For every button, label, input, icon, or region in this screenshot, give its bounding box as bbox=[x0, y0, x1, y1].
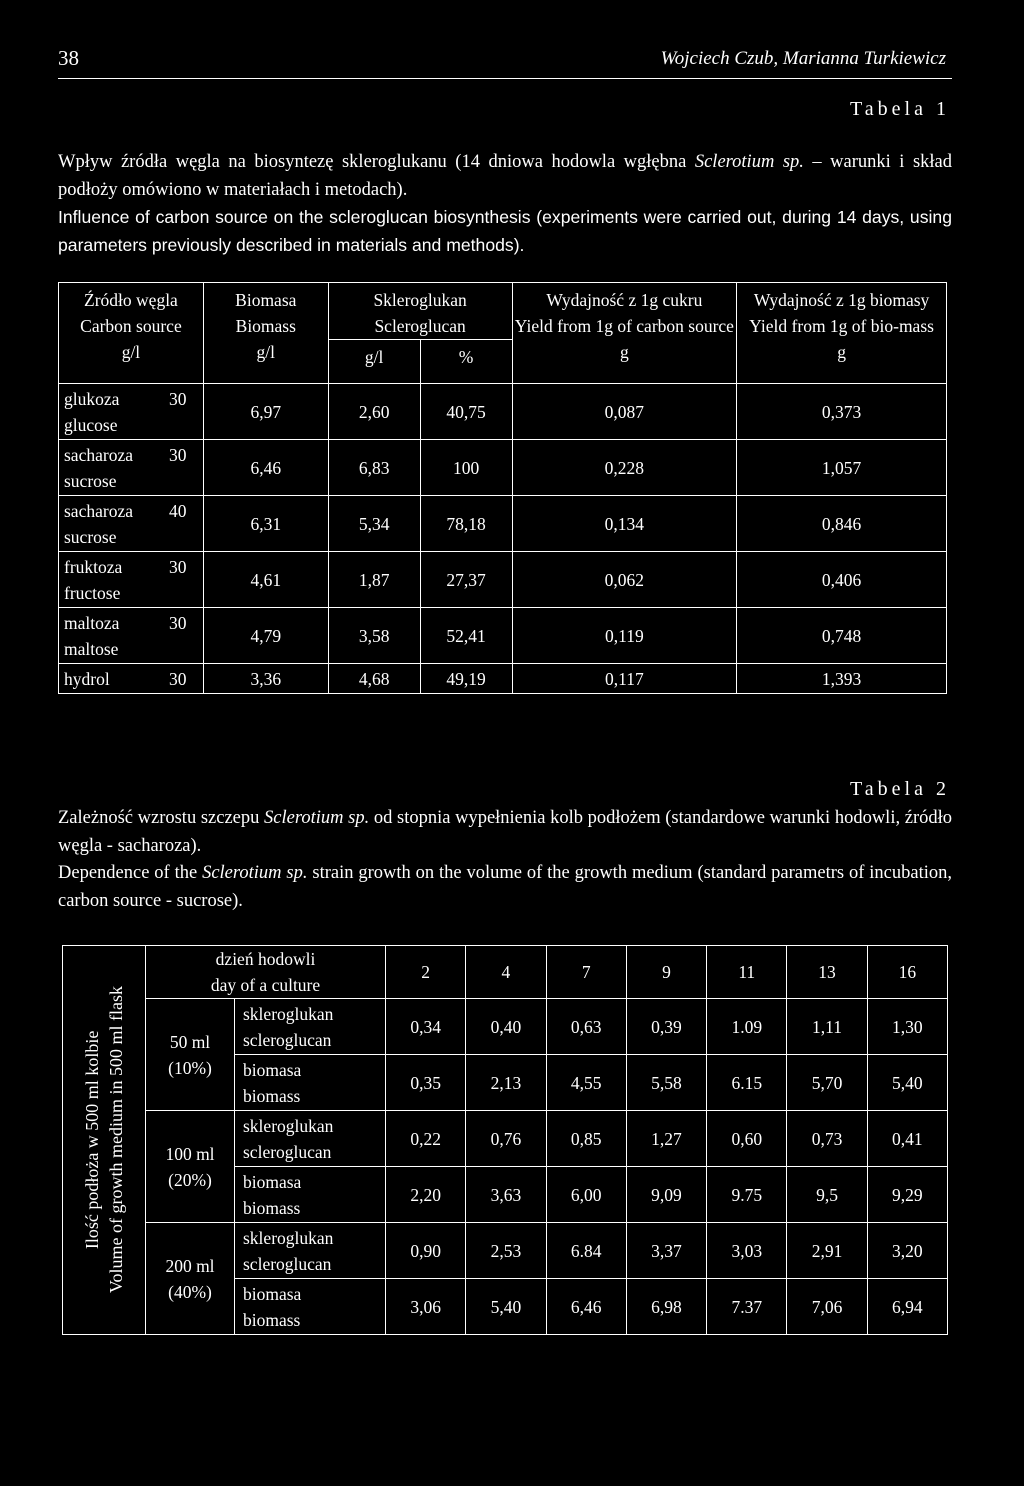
t1-head-scl-gl: g/l bbox=[328, 340, 420, 384]
t2-value: 0,39 bbox=[626, 999, 706, 1055]
table1 bbox=[58, 282, 947, 694]
t1-scl-gl: 2,60 bbox=[328, 384, 420, 440]
t2-kind: skleroglukan scleroglucan bbox=[235, 1223, 386, 1279]
t2-value: 6,46 bbox=[546, 1279, 626, 1335]
table2 bbox=[62, 945, 948, 1335]
t1-biomass: 4,79 bbox=[203, 608, 328, 664]
t2-value: 2,13 bbox=[466, 1055, 546, 1111]
t2-kind: skleroglukan scleroglucan bbox=[235, 999, 386, 1055]
t1-scl-pct: 27,37 bbox=[420, 552, 512, 608]
t2-value: 5,40 bbox=[867, 1055, 947, 1111]
t2-day: 4 bbox=[466, 946, 546, 999]
table1-caption-pl: Wpływ źródła węgla na biosyntezę skleroglukanu (14 dniowa hodowla wgłębna Sclerotium sp. – warunki i skład podłoży omówiono w materiałach i metodach). bbox=[58, 152, 953, 200]
table1-label: Tabela 1 bbox=[849, 98, 950, 120]
t1-scl-gl: 5,34 bbox=[328, 496, 420, 552]
page-number: 38 bbox=[58, 46, 79, 70]
t1-head-yield-sugar: Wydajność z 1g cukru Yield from 1g of carbon source g bbox=[512, 283, 737, 384]
t2-value: 3,06 bbox=[386, 1279, 466, 1335]
t1-row bbox=[59, 664, 947, 694]
table1-caption bbox=[58, 149, 952, 259]
t1-biomass: 3,36 bbox=[203, 664, 328, 694]
t1-head-biomass: Biomasa Biomass g/l bbox=[203, 283, 328, 384]
t1-head-scleroglucan: Skleroglukan Scleroglucan bbox=[328, 283, 512, 340]
t1-scl-pct: 78,18 bbox=[420, 496, 512, 552]
t2-value: 0,76 bbox=[466, 1111, 546, 1167]
t2-value: 0,85 bbox=[546, 1111, 626, 1167]
t1-yield-sugar: 0,119 bbox=[512, 608, 737, 664]
t2-kind: biomasa biomass bbox=[235, 1167, 386, 1223]
t1-biomass: 6,97 bbox=[203, 384, 328, 440]
t2-value: 0,41 bbox=[867, 1111, 947, 1167]
t1-yield-biomass: 0,373 bbox=[737, 384, 947, 440]
t2-value: 1,11 bbox=[787, 999, 867, 1055]
t1-scl-gl: 1,87 bbox=[328, 552, 420, 608]
table2-label: Tabela 2 bbox=[849, 778, 950, 800]
t2-day: 11 bbox=[707, 946, 787, 999]
t2-value: 0,73 bbox=[787, 1111, 867, 1167]
t2-value: 9.75 bbox=[707, 1167, 787, 1223]
t2-value: 2,91 bbox=[787, 1223, 867, 1279]
t2-kind: skleroglukan scleroglucan bbox=[235, 1111, 386, 1167]
t2-value: 3,63 bbox=[466, 1167, 546, 1223]
t1-source: hydrol 30 bbox=[59, 664, 204, 694]
t2-value: 1,27 bbox=[626, 1111, 706, 1167]
t2-day: 7 bbox=[546, 946, 626, 999]
t1-source: sacharoza 30 sucrose bbox=[59, 440, 204, 496]
t1-head-scl-pct: % bbox=[420, 340, 512, 384]
t1-head-source: Źródło węgla Carbon source g/l bbox=[59, 283, 204, 384]
t1-row bbox=[59, 608, 947, 664]
t1-yield-sugar: 0,117 bbox=[512, 664, 737, 694]
t2-value: 0,35 bbox=[386, 1055, 466, 1111]
t2-value: 9,09 bbox=[626, 1167, 706, 1223]
t2-row bbox=[63, 1111, 948, 1167]
t1-scl-gl: 4,68 bbox=[328, 664, 420, 694]
t2-day: 9 bbox=[626, 946, 706, 999]
t1-row bbox=[59, 552, 947, 608]
t2-head-day: dzień hodowli day of a culture bbox=[146, 946, 386, 999]
t2-value: 0,40 bbox=[466, 999, 546, 1055]
t2-value: 0,60 bbox=[707, 1111, 787, 1167]
t2-day: 2 bbox=[386, 946, 466, 999]
t1-yield-sugar: 0,228 bbox=[512, 440, 737, 496]
t1-source: maltoza 30 maltose bbox=[59, 608, 204, 664]
t1-source: sacharoza 40 sucrose bbox=[59, 496, 204, 552]
t2-row bbox=[63, 999, 948, 1055]
t2-value: 0,34 bbox=[386, 999, 466, 1055]
t2-day: 13 bbox=[787, 946, 867, 999]
t2-value: 5,70 bbox=[787, 1055, 867, 1111]
t2-value: 6.84 bbox=[546, 1223, 626, 1279]
t2-kind: biomasa biomass bbox=[235, 1279, 386, 1335]
t2-value: 2,20 bbox=[386, 1167, 466, 1223]
t2-value: 0,63 bbox=[546, 999, 626, 1055]
t1-row bbox=[59, 496, 947, 552]
t1-yield-biomass: 1,057 bbox=[737, 440, 947, 496]
t1-scl-gl: 6,83 bbox=[328, 440, 420, 496]
t2-side-label: Ilość podłoża w 500 ml kolbie Volume of growth medium in 500 ml flask bbox=[63, 946, 146, 1335]
t1-row bbox=[59, 384, 947, 440]
t2-volume: 50 ml (10%) bbox=[146, 999, 235, 1111]
t2-value: 0,22 bbox=[386, 1111, 466, 1167]
t2-value: 2,53 bbox=[466, 1223, 546, 1279]
t1-yield-biomass: 0,846 bbox=[737, 496, 947, 552]
t2-value: 3,37 bbox=[626, 1223, 706, 1279]
t1-yield-biomass: 0,406 bbox=[737, 552, 947, 608]
t1-scl-pct: 40,75 bbox=[420, 384, 512, 440]
t2-value: 1,30 bbox=[867, 999, 947, 1055]
t1-source: fruktoza 30 fructose bbox=[59, 552, 204, 608]
t2-value: 4,55 bbox=[546, 1055, 626, 1111]
t2-volume: 100 ml (20%) bbox=[146, 1111, 235, 1223]
t1-biomass: 6,31 bbox=[203, 496, 328, 552]
t1-scl-pct: 100 bbox=[420, 440, 512, 496]
t2-kind: biomasa biomass bbox=[235, 1055, 386, 1111]
t1-source: glukoza 30 glucose bbox=[59, 384, 204, 440]
t1-yield-biomass: 0,748 bbox=[737, 608, 947, 664]
t1-yield-sugar: 0,062 bbox=[512, 552, 737, 608]
t2-value: 9,29 bbox=[867, 1167, 947, 1223]
table1-caption-en: Influence of carbon source on the scleroglucan biosynthesis (experiments were carried out, during 14 days, using parameters previously described in materials and methods). bbox=[58, 207, 952, 255]
t2-value: 5,40 bbox=[466, 1279, 546, 1335]
t2-value: 6,00 bbox=[546, 1167, 626, 1223]
running-head-authors: Wojciech Czub, Marianna Turkiewicz bbox=[660, 48, 946, 69]
table2-caption-pl: Zależność wzrostu szczepu Sclerotium sp. od stopnia wypełnienia kolb podłożem (standardowe warunki hodowli, źródło węgla - sacharoza). bbox=[58, 808, 952, 856]
t2-volume: 200 ml (40%) bbox=[146, 1223, 235, 1335]
t1-row bbox=[59, 440, 947, 496]
t1-biomass: 4,61 bbox=[203, 552, 328, 608]
t1-head-yield-biomass: Wydajność z 1g biomasy Yield from 1g of bio-mass g bbox=[737, 283, 947, 384]
table2-caption bbox=[58, 805, 952, 915]
t2-row bbox=[63, 1223, 948, 1279]
t2-value: 7,06 bbox=[787, 1279, 867, 1335]
t1-scl-pct: 49,19 bbox=[420, 664, 512, 694]
t1-scl-gl: 3,58 bbox=[328, 608, 420, 664]
t2-value: 0,90 bbox=[386, 1223, 466, 1279]
t2-value: 9,5 bbox=[787, 1167, 867, 1223]
t2-value: 7.37 bbox=[707, 1279, 787, 1335]
t2-value: 3,20 bbox=[867, 1223, 947, 1279]
t1-yield-sugar: 0,134 bbox=[512, 496, 737, 552]
t1-biomass: 6,46 bbox=[203, 440, 328, 496]
header-rule bbox=[58, 78, 952, 79]
t1-yield-biomass: 1,393 bbox=[737, 664, 947, 694]
table2-caption-en: Dependence of the Sclerotium sp. strain growth on the volume of the growth medium (standard parametrs of incubation, carbon source - sucrose). bbox=[58, 863, 952, 911]
t2-value: 3,03 bbox=[707, 1223, 787, 1279]
t2-day: 16 bbox=[867, 946, 947, 999]
t1-scl-pct: 52,41 bbox=[420, 608, 512, 664]
t2-value: 6,98 bbox=[626, 1279, 706, 1335]
t2-value: 5,58 bbox=[626, 1055, 706, 1111]
t2-value: 6,94 bbox=[867, 1279, 947, 1335]
t2-value: 1.09 bbox=[707, 999, 787, 1055]
t1-yield-sugar: 0,087 bbox=[512, 384, 737, 440]
t2-value: 6.15 bbox=[707, 1055, 787, 1111]
